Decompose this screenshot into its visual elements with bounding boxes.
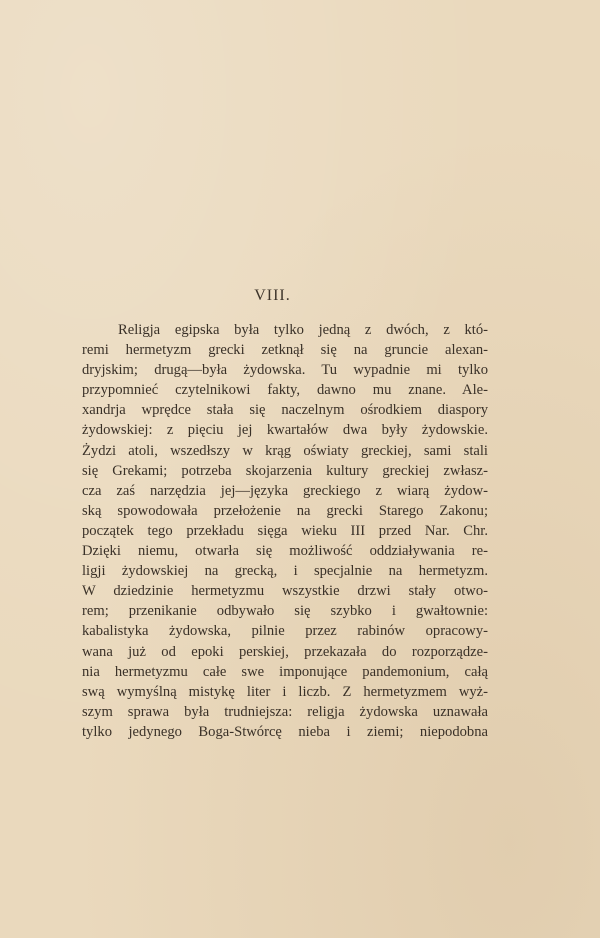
text-line: Żydzi atoli, wszedłszy w krąg oświaty greckiej, sami stali bbox=[82, 442, 488, 459]
text-line: kabalistyka żydowska, pilnie przez rabinów opracowy- bbox=[82, 623, 488, 640]
text-line: tylko jedynego Boga-Stwórcę nieba i ziemi; niepodobna bbox=[82, 723, 488, 740]
text-line: się Grekami; potrzeba skojarzenia kultury greckiej zwłasz- bbox=[82, 462, 488, 479]
text-line: początek tego przekładu sięga wieku III przed Nar. Chr. bbox=[82, 522, 488, 539]
text-line: Dzięki niemu, otwarła się możliwość oddziaływania re- bbox=[82, 543, 488, 560]
text-line: remi hermetyzm grecki zetknął się na gruncie alexan- bbox=[82, 342, 488, 359]
text-line: żydowskiej: z pięciu jej kwartałów dwa były żydowskie. bbox=[82, 422, 488, 439]
text-line: przypomnieć czytelnikowi fakty, dawno mu znane. Ale- bbox=[82, 382, 488, 399]
body-paragraph bbox=[82, 320, 488, 742]
chapter-heading: VIII. bbox=[254, 287, 291, 304]
text-line: swą wymyślną mistykę liter i liczb. Z hermetyzmem wyż- bbox=[82, 683, 488, 700]
text-line: dryjskim; drugą—była żydowska. Tu wypadnie mi tylko bbox=[82, 362, 488, 379]
text-line: ligji żydowskiej na grecką, i specjalnie na hermetyzm. bbox=[82, 563, 488, 580]
text-line: W dziedzinie hermetyzmu wszystkie drzwi stały otwo- bbox=[82, 583, 488, 600]
text-line: xandrja wprędce stała się naczelnym ośrodkiem diaspory bbox=[82, 402, 488, 419]
text-line: szym sprawa była trudniejsza: religja żydowska uznawała bbox=[82, 703, 488, 720]
text-line: Religja egipska była tylko jedną z dwóch, z któ- bbox=[118, 322, 488, 338]
text-line: cza zaś narzędzia jej—języka greckiego z wiarą żydow- bbox=[82, 482, 488, 499]
text-line: wana już od epoki perskiej, przekazała do rozporządze- bbox=[82, 643, 488, 660]
text-line: ską spowodowała przełożenie na grecki Starego Zakonu; bbox=[82, 502, 488, 519]
text-line: rem; przenikanie odbywało się szybko i gwałtownie: bbox=[82, 603, 488, 620]
text-line: nia hermetyzmu całe swe imponujące pandemonium, całą bbox=[82, 663, 488, 680]
